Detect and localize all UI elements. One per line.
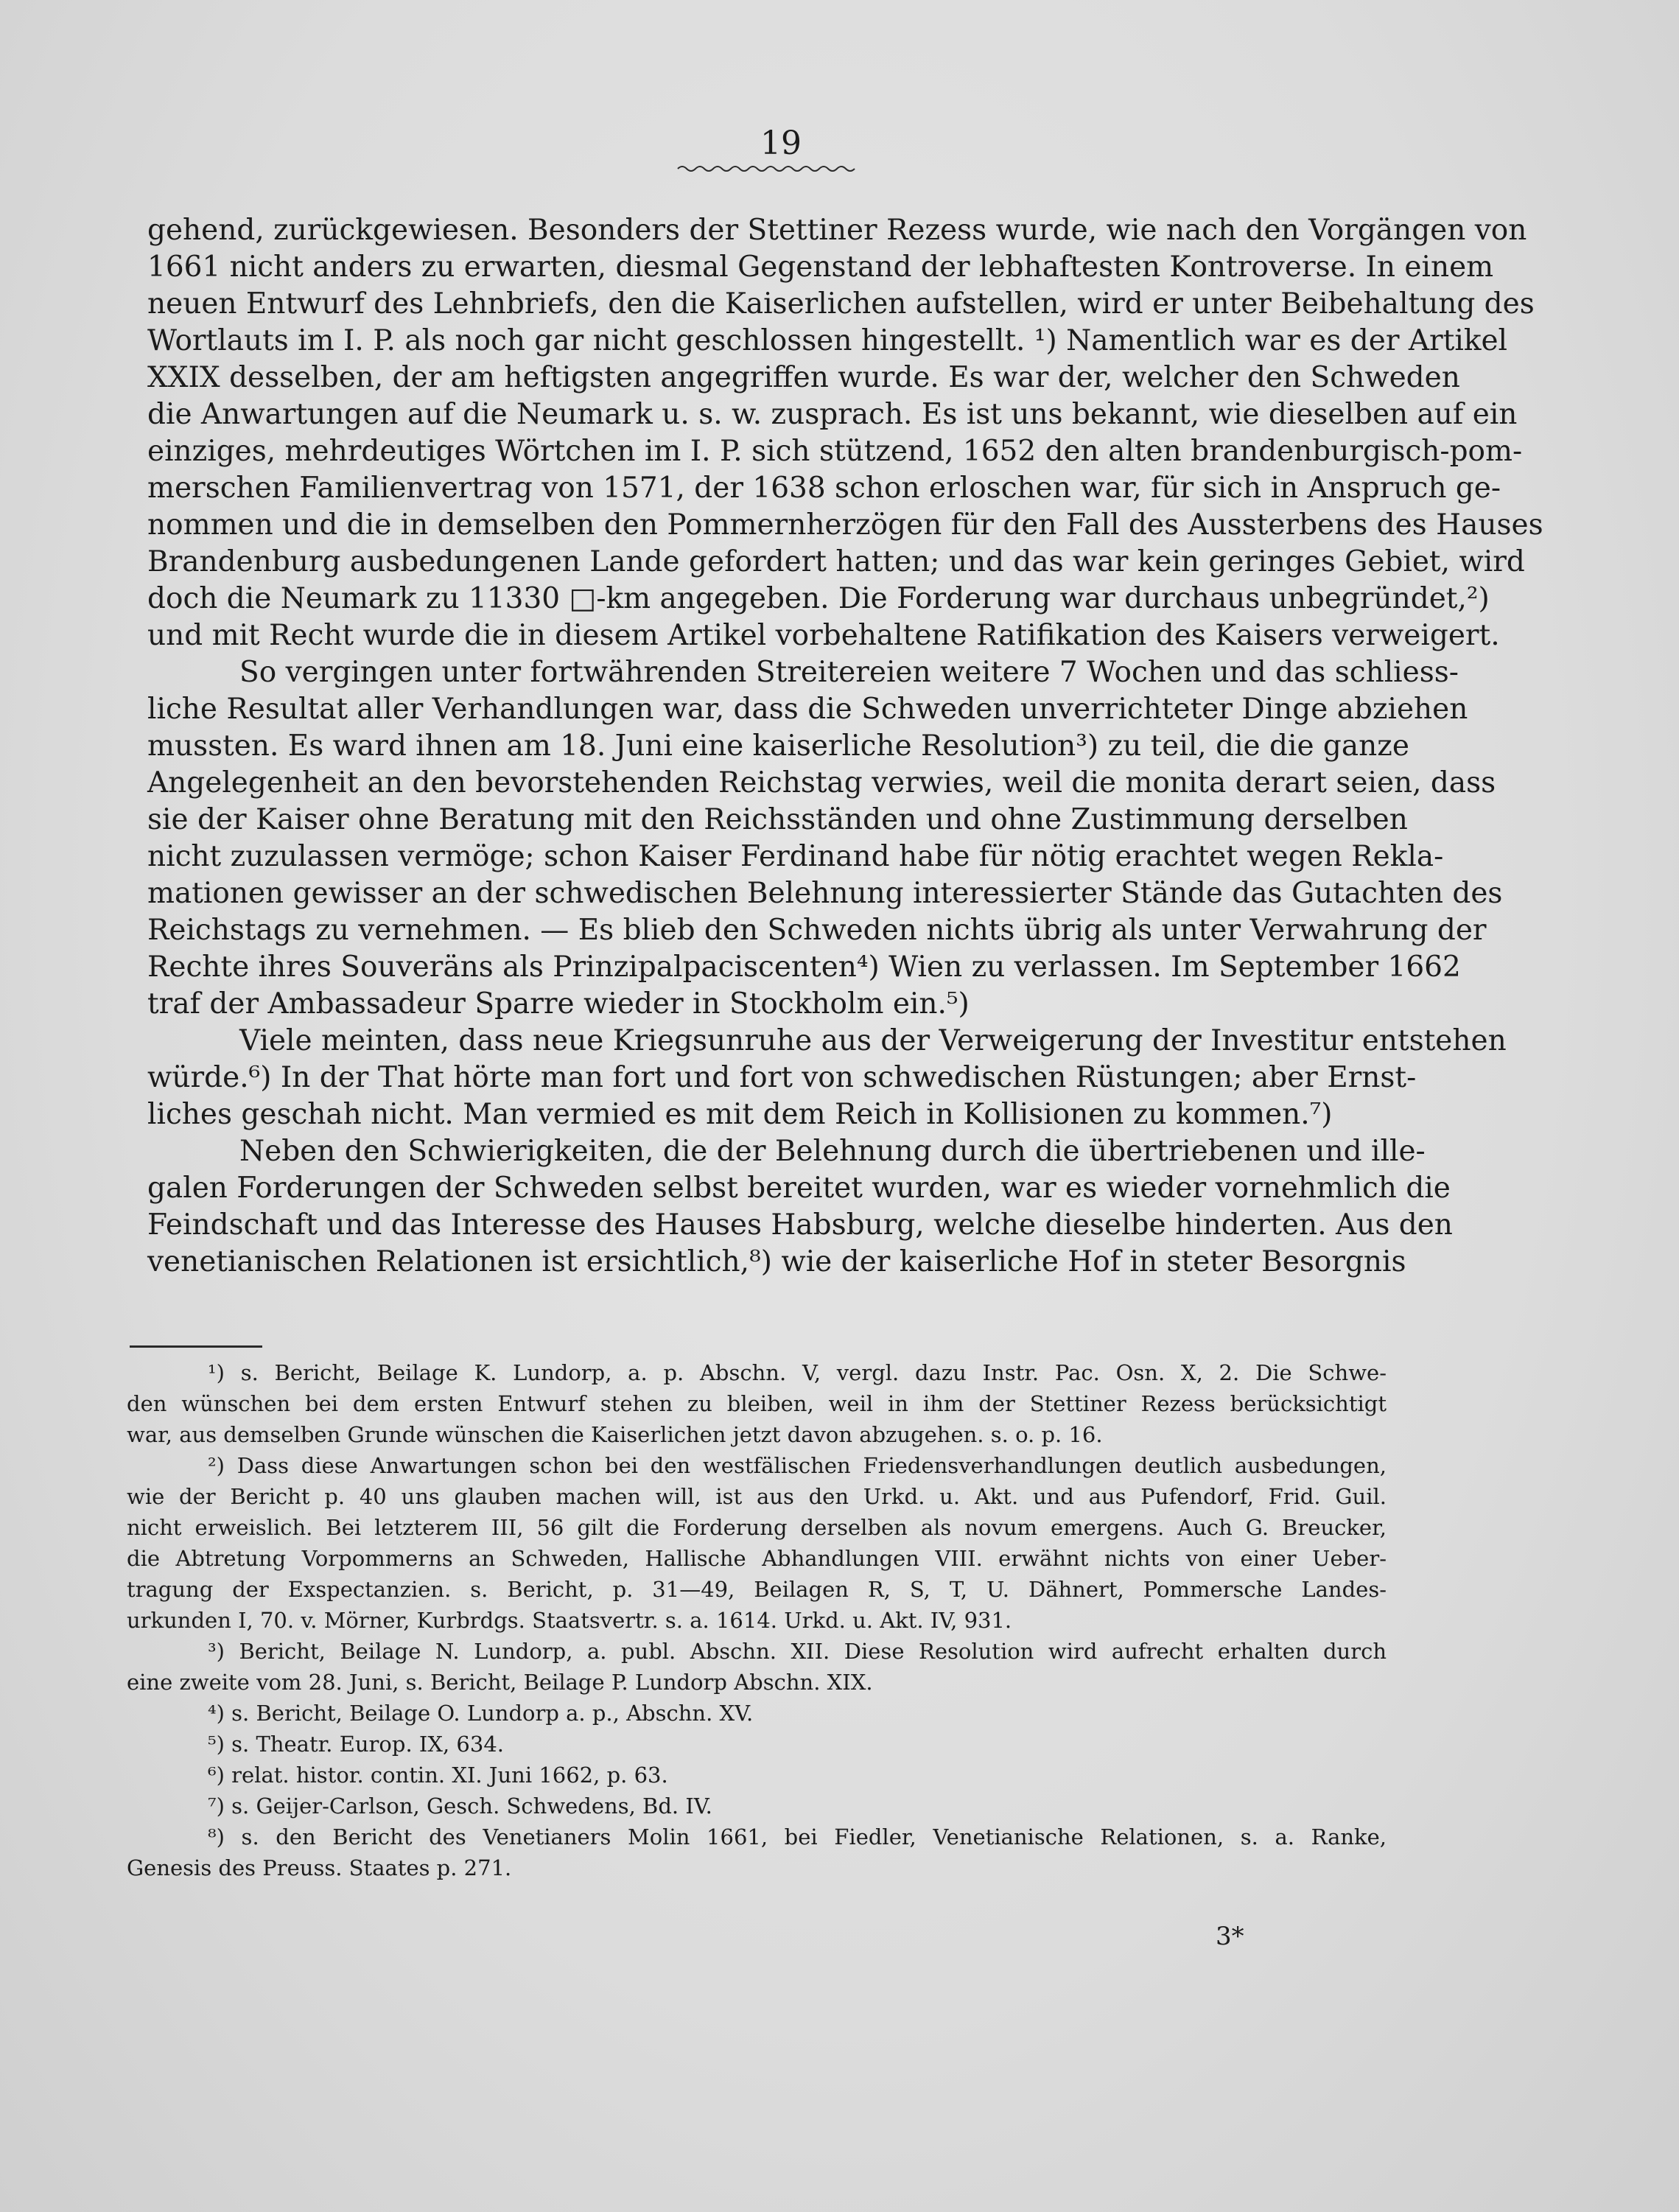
text-line: mussten. Es ward ihnen am 18. Juni eine kaiserliche Resolution³) zu teil, die die ganze: [147, 729, 1409, 763]
text-line: mationen gewisser an der schwedischen Belehnung interessierter Stände das Gutachten des: [147, 877, 1503, 910]
footnote-line: ¹) s. Bericht, Beilage K. Lundorp, a. p. Abschn. V, vergl. dazu Instr. Pac. Osn. X, 2. Die Schwe-: [208, 1360, 1387, 1385]
text-line: galen Forderungen der Schweden selbst bereitet wurden, war es wieder vornehmlich die: [147, 1172, 1451, 1205]
page-number: 19: [760, 125, 802, 162]
footnote-line: wie der Bericht p. 40 uns glauben machen will, ist aus den Urkd. u. Akt. und aus Pufendorf, Frid. Guil.: [127, 1484, 1387, 1509]
text-line: Reichstags zu vernehmen. — Es blieb den Schweden nichts übrig als unter Verwahrung der: [147, 914, 1487, 947]
footnote-line: Genesis des Preuss. Staates p. 271.: [127, 1855, 512, 1880]
text-line: traf der Ambassadeur Sparre wieder in Stockholm ein.⁵): [147, 987, 970, 1021]
footnote-line: war, aus demselben Grunde wünschen die Kaiserlichen jetzt davon abzugehen. s. o. p. 16.: [127, 1422, 1103, 1447]
text-line: XXIX desselben, der am heftigsten angegriffen wurde. Es war der, welcher den Schweden: [147, 361, 1460, 394]
footnotes: [127, 1357, 1387, 1883]
footnote-line: ⁵) s. Theatr. Europ. IX, 634.: [208, 1732, 504, 1757]
text-line: gehend, zurückgewiesen. Besonders der Stettiner Rezess wurde, wie nach den Vorgängen von: [147, 214, 1527, 247]
text-line: die Anwartungen auf die Neumark u. s. w. zusprach. Es ist uns bekannt, wie dieselben auf ein: [147, 398, 1518, 431]
text-line: liche Resultat aller Verhandlungen war, dass die Schweden unverrichteter Dinge abziehen: [147, 693, 1468, 726]
footnote-line: den wünschen bei dem ersten Entwurf stehen zu bleiben, weil in ihm der Stettiner Rezess berücksichtigt: [127, 1391, 1387, 1416]
text-line: einziges, mehrdeutiges Wörtchen im I. P. sich stützend, 1652 den alten brandenburgisch-pom-: [147, 435, 1523, 468]
text-line: und mit Recht wurde die in diesem Artikel vorbehaltene Ratifikation des Kaisers verweigert.: [147, 619, 1500, 652]
footnote-line: die Abtretung Vorpommerns an Schweden, Hallische Abhandlungen VIII. erwähnt nichts von einer Ueber-: [127, 1546, 1387, 1571]
text-line: Rechte ihres Souveräns als Prinzipalpaciscenten⁴) Wien zu verlassen. Im September 1662: [147, 951, 1461, 984]
footnote-line: ⁴) s. Bericht, Beilage O. Lundorp a. p., Abschn. XV.: [208, 1701, 754, 1726]
text-line: neuen Entwurf des Lehnbriefs, den die Kaiserlichen aufstellen, wird er unter Beibehaltung des: [147, 287, 1535, 321]
text-line: doch die Neumark zu 11330 □-km angegeben. Die Forderung war durchaus unbegründet,²): [147, 582, 1490, 615]
text-line: Wortlauts im I. P. als noch gar nicht geschlossen hingestellt. ¹) Namentlich war es der Artikel: [147, 324, 1508, 357]
text-line: liches geschah nicht. Man vermied es mit dem Reich in Kollisionen zu kommen.⁷): [147, 1098, 1333, 1131]
text-line: nicht zuzulassen vermöge; schon Kaiser Ferdinand habe für nötig erachtet wegen Rekla-: [147, 840, 1444, 873]
footnote-line: urkunden I, 70. v. Mörner, Kurbrdgs. Staatsvertr. s. a. 1614. Urkd. u. Akt. IV, 931.: [127, 1608, 1012, 1633]
footnote-line: ⁷) s. Geijer-Carlson, Gesch. Schwedens, Bd. IV.: [208, 1793, 712, 1819]
text-line: venetianischen Relationen ist ersichtlich,⁸) wie der kaiserliche Hof in steter Besorgnis: [147, 1245, 1406, 1278]
text-line: Feindschaft und das Interesse des Hauses Habsburg, welche dieselbe hinderten. Aus den: [147, 1208, 1453, 1242]
text-line: So vergingen unter fortwährenden Streitereien weitere 7 Wochen und das schliess-: [239, 656, 1459, 689]
wavy-ornament-icon: [678, 164, 855, 174]
footnote-line: tragung der Exspectanzien. s. Bericht, p. 31—49, Beilagen R, S, T, U. Dähnert, Pommersche Landes-: [127, 1577, 1387, 1602]
footnote-line: ³) Bericht, Beilage N. Lundorp, a. publ. Abschn. XII. Diese Resolution wird aufrecht erhalten durch: [208, 1639, 1387, 1664]
footnote-line: nicht erweislich. Bei letzterem III, 56 gilt die Forderung derselben als novum emergens. Auch G. Breucker,: [127, 1515, 1387, 1540]
text-line: nommen und die in demselben den Pommernherzögen für den Fall des Aussterbens des Hauses: [147, 508, 1543, 542]
text-line: würde.⁶) In der That hörte man fort und fort von schwedischen Rüstungen; aber Ernst-: [147, 1061, 1417, 1094]
main-text: [147, 212, 1543, 1281]
text-line: Viele meinten, dass neue Kriegsunruhe aus der Verweigerung der Investitur entstehen: [239, 1024, 1507, 1057]
text-line: sie der Kaiser ohne Beratung mit den Reichsständen und ohne Zustimmung derselben: [147, 803, 1408, 836]
footnote-separator: [130, 1345, 262, 1348]
text-line: Neben den Schwierigkeiten, die der Belehnung durch die übertriebenen und ille-: [239, 1135, 1426, 1168]
footnote-line: eine zweite vom 28. Juni, s. Bericht, Beilage P. Lundorp Abschn. XIX.: [127, 1670, 873, 1695]
text-line: merschen Familienvertrag von 1571, der 1638 schon erloschen war, für sich in Anspruch ge-: [147, 472, 1501, 505]
footnote-line: ⁸) s. den Bericht des Venetianers Molin 1661, bei Fiedler, Venetianische Relationen, s. a. Ranke,: [208, 1824, 1387, 1849]
text-line: Angelegenheit an den bevorstehenden Reichstag verwies, weil die monita derart seien, dass: [147, 766, 1496, 799]
footnote-line: ⁶) relat. histor. contin. XI. Juni 1662, p. 63.: [208, 1763, 668, 1788]
footnote-line: ²) Dass diese Anwartungen schon bei den westfälischen Friedensverhandlungen deutlich ausbedungen,: [208, 1453, 1387, 1478]
text-line: Brandenburg ausbedungenen Lande gefordert hatten; und das war kein geringes Gebiet, wird: [147, 545, 1525, 578]
signature-mark: 3*: [1216, 1922, 1244, 1951]
text-line: 1661 nicht anders zu erwarten, diesmal Gegenstand der lebhaftesten Kontroverse. In einem: [147, 251, 1494, 284]
